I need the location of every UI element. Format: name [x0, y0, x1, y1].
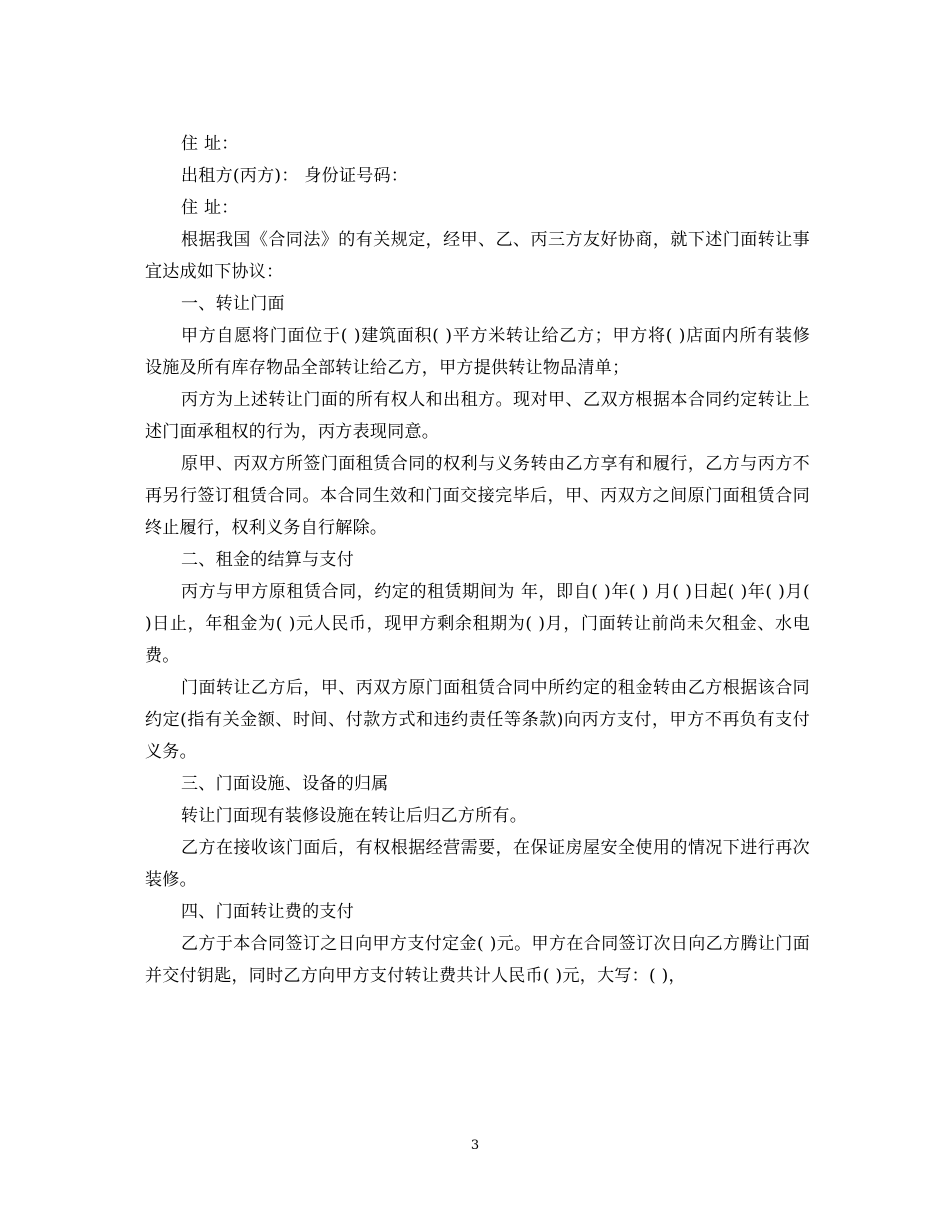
section-heading-3: 三、门面设施、设备的归属	[181, 774, 389, 794]
paragraph-transfer-location: 甲方自愿将门面位于( )建筑面积( )平方米转让给乙方；甲方将( )店面内所有装修设施及所有库存物品全部转让给乙方，甲方提供转让物品清单；	[145, 326, 810, 378]
paragraph-renovation: 乙方在接收该门面后，有权根据经营需要，在保证房屋安全使用的情况下进行再次装修。	[145, 838, 810, 890]
paragraph-address-2: 住 址：	[181, 198, 239, 218]
section-heading-4: 四、门面转让费的支付	[181, 902, 354, 922]
paragraph-lease-term: 丙方与甲方原租赁合同，约定的租赁期间为 年，即自( )年( ) 月( )日起( )年( )月( )日止，年租金为( )元人民币，现甲方剩余租期为( )月，门面转让前尚未欠租金、水电费。	[145, 582, 810, 666]
paragraph-address-1: 住 址：	[181, 134, 239, 154]
paragraph-lessor: 出租方(丙方)： 身份证号码：	[181, 166, 409, 186]
section-heading-1: 一、转让门面	[181, 294, 285, 314]
paragraph-transfer-fee: 乙方于本合同签订之日向甲方支付定金( )元。甲方在合同签订次日向乙方腾让门面并交付钥匙，同时乙方向甲方支付转让费共计人民币( )元，大写：( )，	[145, 934, 810, 986]
paragraph-rent-payment: 门面转让乙方后，甲、丙双方原门面租赁合同中所约定的租金转由乙方根据该合同约定(指有关金额、时间、付款方式和违约责任等条款)向丙方支付，甲方不再负有支付义务。	[145, 678, 810, 762]
section-heading-2: 二、租金的结算与支付	[181, 550, 354, 570]
page-number: 3	[470, 1138, 480, 1153]
document-body	[145, 128, 810, 992]
paragraph-rights-transfer: 原甲、丙双方所签门面租赁合同的权利与义务转由乙方享有和履行，乙方与丙方不再另行签订租赁合同。本合同生效和门面交接完毕后，甲、丙双方之间原门面租赁合同终止履行，权利义务自行解除。	[145, 454, 810, 538]
paragraph-facilities-ownership: 转让门面现有装修设施在转让后归乙方所有。	[181, 806, 527, 826]
paragraph-preamble: 根据我国《合同法》的有关规定，经甲、乙、丙三方友好协商，就下述门面转让事宜达成如下协议：	[145, 230, 810, 282]
paragraph-owner-consent: 丙方为上述转让门面的所有权人和出租方。现对甲、乙双方根据本合同约定转让上述门面承租权的行为，丙方表现同意。	[145, 390, 810, 442]
